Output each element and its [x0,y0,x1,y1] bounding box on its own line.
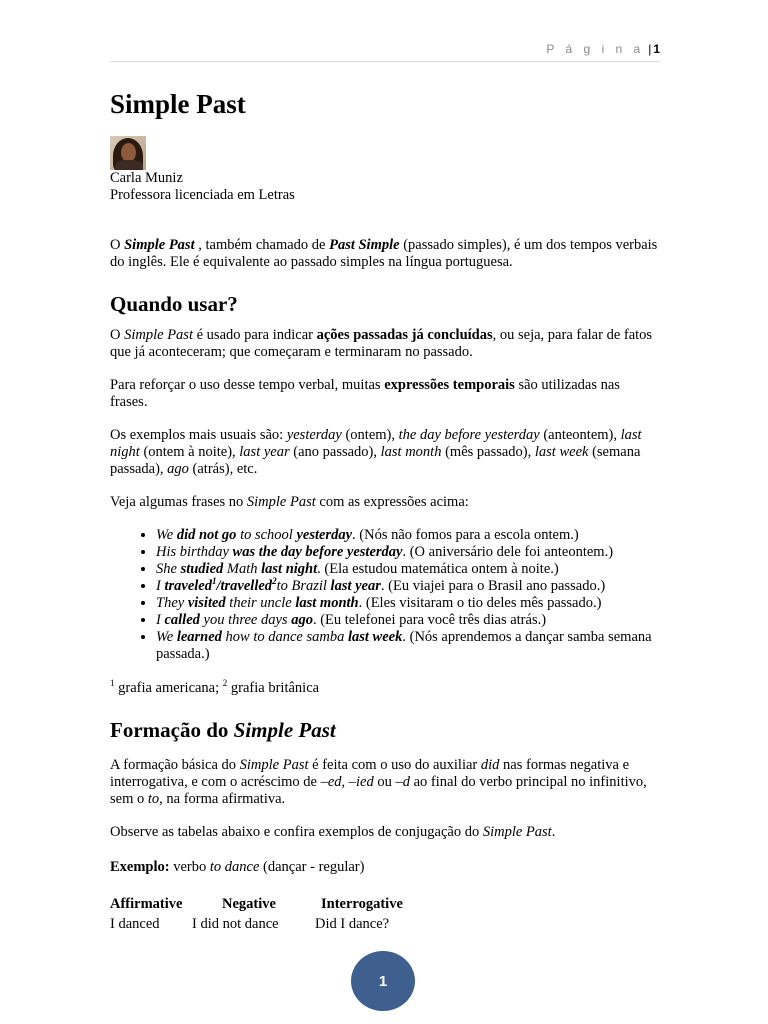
usage-paragraph-2: Para reforçar o uso desse tempo verbal, muitas expressões temporais são utilizadas nas frases. [110,377,620,410]
usage-paragraph-3: Os exemplos mais usuais são: yesterday (ontem), the day before yesterday (anteontem), last night (ontem à noite), last year (ano passado), last month (mês passado), last week (semana passada), ago (atrás), etc. [110,427,642,477]
intro-paragraph: O Simple Past , também chamado de Past Simple (passado simples), é um dos tempos verbais do inglês. Ele é equivalente ao passado simples na língua portuguesa. [110,237,658,270]
heading-formacao: Formação do Simple Past [110,718,336,742]
footnote: $^1$ grafia americana; $^2$ grafia britânica [110,678,320,696]
header-page-number: 1 [653,42,660,56]
list-item: • They visited their uncle last month. (Eles visitaram o tio deles mês passado.) [156,595,660,612]
list-item: • We learned how to dance samba last week. (Nós aprendemos a dançar samba semana passada.) [156,629,660,663]
page-number-badge: 1 [351,951,415,1011]
usage-paragraph-1: O Simple Past é usado para indicar ações passadas já concluídas, ou seja, para falar de fatos que já aconteceram; que começaram e terminaram no passado. [110,327,653,360]
document-title: Simple Past [110,89,246,119]
formation-paragraph-1: A formação básica do Simple Past é feita com o uso do auxiliar did nas formas negativa e interrogativa, e com o acréscimo de –ed, –ied ou –d ao final do verbo principal no infinitivo, sem o to, na forma afirmativa. [110,757,647,807]
page-label: P á g i n a [546,42,645,56]
page-header [110,42,660,56]
list-item: • She studied Math last night. (Ela estudou matemática ontem à noite.) [156,561,660,578]
author-name: Carla Muniz [110,170,183,186]
table-header-interrogative: Interrogative [321,896,403,912]
conjugation-table-row [110,916,660,933]
header-rule [110,61,660,62]
table-header-negative: Negative [222,896,276,912]
list-item: • I called you three days ago. (Eu telefonei para você três dias atrás.) [156,612,660,629]
table-cell-negative: I did not dance [192,916,279,932]
author-avatar [110,136,146,170]
example-line: Exemplo: verbo to dance (dançar - regular) [110,859,365,875]
document-body [110,86,660,933]
table-header-affirmative: Affirmative [110,896,183,912]
header-separator: | [648,42,652,56]
heading-quando-usar: Quando usar? [110,292,238,316]
list-item: • I traveled$^1$/travelled$^2$to Brazil last year. (Eu viajei para o Brasil ano passado.) [156,578,660,595]
author-role: Professora licenciada em Letras [110,187,295,203]
list-item: • His birthday was the day before yesterday. (O aniversário dele foi anteontem.) [156,544,660,561]
table-cell-affirmative: I danced [110,916,160,932]
usage-paragraph-4: Veja algumas frases no Simple Past com as expressões acima: [110,494,469,510]
table-cell-interrogative: Did I dance? [315,916,390,932]
conjugation-table-header [110,896,660,913]
list-item: • We did not go to school yesterday. (Nós não fomos para a escola ontem.) [156,527,660,544]
formation-paragraph-2: Observe as tabelas abaixo e confira exemplos de conjugação do Simple Past. [110,824,556,840]
examples-list [110,527,660,663]
